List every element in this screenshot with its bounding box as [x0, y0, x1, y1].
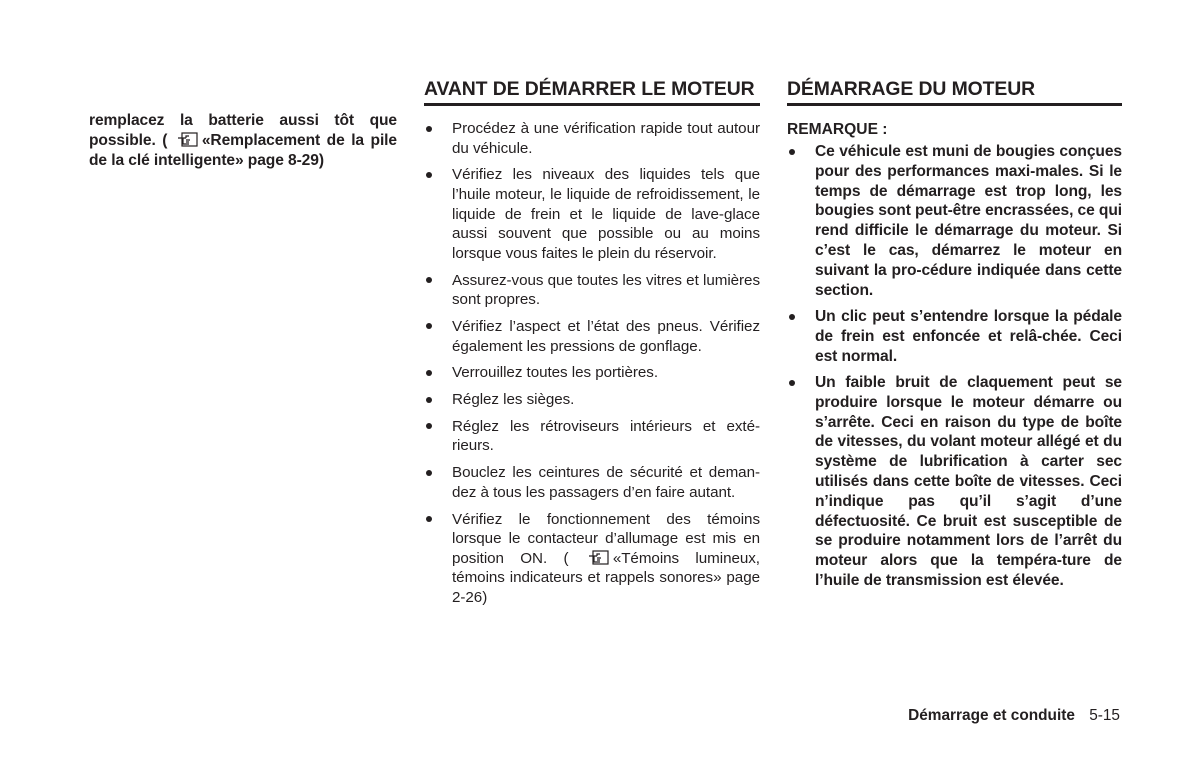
list-item-text: Vérifiez les niveaux des liquides tels que l’huile moteur, le liquide de refroidissement, le liquide de frein et le liquide de lave-glace aussi souvent que possible ou au moins lorsque vous faites le plein du réservoir. — [452, 166, 760, 262]
bullet-icon — [426, 423, 432, 429]
starting-heading: DÉMARRAGE DU MOTEUR — [787, 77, 1122, 106]
list-item — [424, 119, 760, 158]
list-item-text: Vérifiez l’aspect et l’état des pneus. Vérifiez également les pressions de gonflage. — [452, 317, 760, 355]
list-item — [424, 271, 760, 310]
bullet-icon — [789, 380, 795, 386]
footer-section-name: Démarrage et conduite — [908, 707, 1075, 724]
list-item-text: Procédez à une vérification rapide tout autour du véhicule. — [452, 120, 760, 157]
page-footer — [908, 707, 1120, 725]
list-item — [424, 510, 760, 608]
reference-hand-icon — [588, 550, 610, 565]
list-item — [424, 317, 760, 356]
list-item-text: Assurez-vous que toutes les vitres et lumières sont propres. — [452, 271, 760, 309]
bullet-icon — [426, 516, 432, 522]
list-item — [787, 142, 1122, 300]
list-item — [424, 363, 760, 383]
list-item-text: Verrouillez toutes les portières. — [452, 364, 659, 382]
list-item-text: Ce véhicule est muni de bougies conçues pour des performances maxi-males. Si le temps de démarrage est trop long, les bougies sont peut-être encrassées, ce qui rend difficile le démarrage du moteur. Si c’est le cas, démarrez le moteur en suivant la pro-cédure indiquée dans cette section. — [815, 143, 1123, 299]
bullet-icon — [426, 323, 432, 329]
remark-list — [787, 142, 1122, 591]
before-start-heading: AVANT DE DÉMARRER LE MOTEUR — [424, 77, 760, 106]
list-item — [424, 390, 760, 410]
before-start-list — [424, 119, 760, 608]
indicator-lights-reference[interactable]: «Témoins lumineux, témoins indicateurs et rappels sonores» page 2-26) — [452, 549, 760, 606]
battery-note-text: remplacez la batterie aussi tôt que possible. ( — [89, 112, 397, 149]
list-item-text: Vérifiez le fonctionnement des témoins lorsque le contacteur d’allumage est mis en position ON. ( — [452, 510, 760, 567]
battery-note — [89, 111, 397, 171]
battery-note-reference[interactable]: «Remplacement de la pile de la clé intelligente» page 8-29) — [89, 132, 397, 169]
bullet-icon — [426, 470, 432, 476]
list-item-text: Bouclez les ceintures de sécurité et deman-dez à tous les passagers d’en faire autant. — [452, 464, 760, 501]
page-number: 5-15 — [1089, 707, 1120, 724]
list-item — [787, 373, 1122, 591]
remark-label: REMARQUE : — [787, 121, 888, 138]
bullet-icon — [426, 126, 432, 132]
bullet-icon — [789, 314, 795, 320]
list-item-text: Réglez les rétroviseurs intérieurs et exté-rieurs. — [452, 417, 760, 455]
list-item-text: Un clic peut s’entendre lorsque la pédale de frein est enfoncée et relâ-chée. Ceci est normal. — [815, 307, 1122, 365]
starting-section — [787, 77, 1122, 597]
left-column — [89, 111, 397, 171]
list-item-text: Un faible bruit de claquement peut se produire lorsque le moteur démarre ou s’arrête. Ceci en raison du type de boîte de vitesses, du volant moteur allégé et du système de lubrification à carter sec utilisés dans cette boîte de vitesses. Ceci n’indique pas qu’il s’agit d’une défectuosité. Ce bruit est susceptible de se produire notamment lors de l’arrêt du moteur alors que la tempéra-ture de l’huile de transmission est élevée. — [815, 373, 1122, 589]
bullet-icon — [426, 172, 432, 178]
before-start-section — [424, 77, 760, 615]
list-item — [424, 165, 760, 263]
list-item — [424, 463, 760, 502]
list-item — [424, 417, 760, 456]
bullet-icon — [789, 149, 795, 155]
list-item-text: Réglez les sièges. — [452, 391, 575, 409]
list-item — [787, 307, 1122, 366]
bullet-icon — [426, 370, 432, 376]
reference-hand-icon — [177, 132, 199, 147]
bullet-icon — [426, 277, 432, 283]
bullet-icon — [426, 397, 432, 403]
